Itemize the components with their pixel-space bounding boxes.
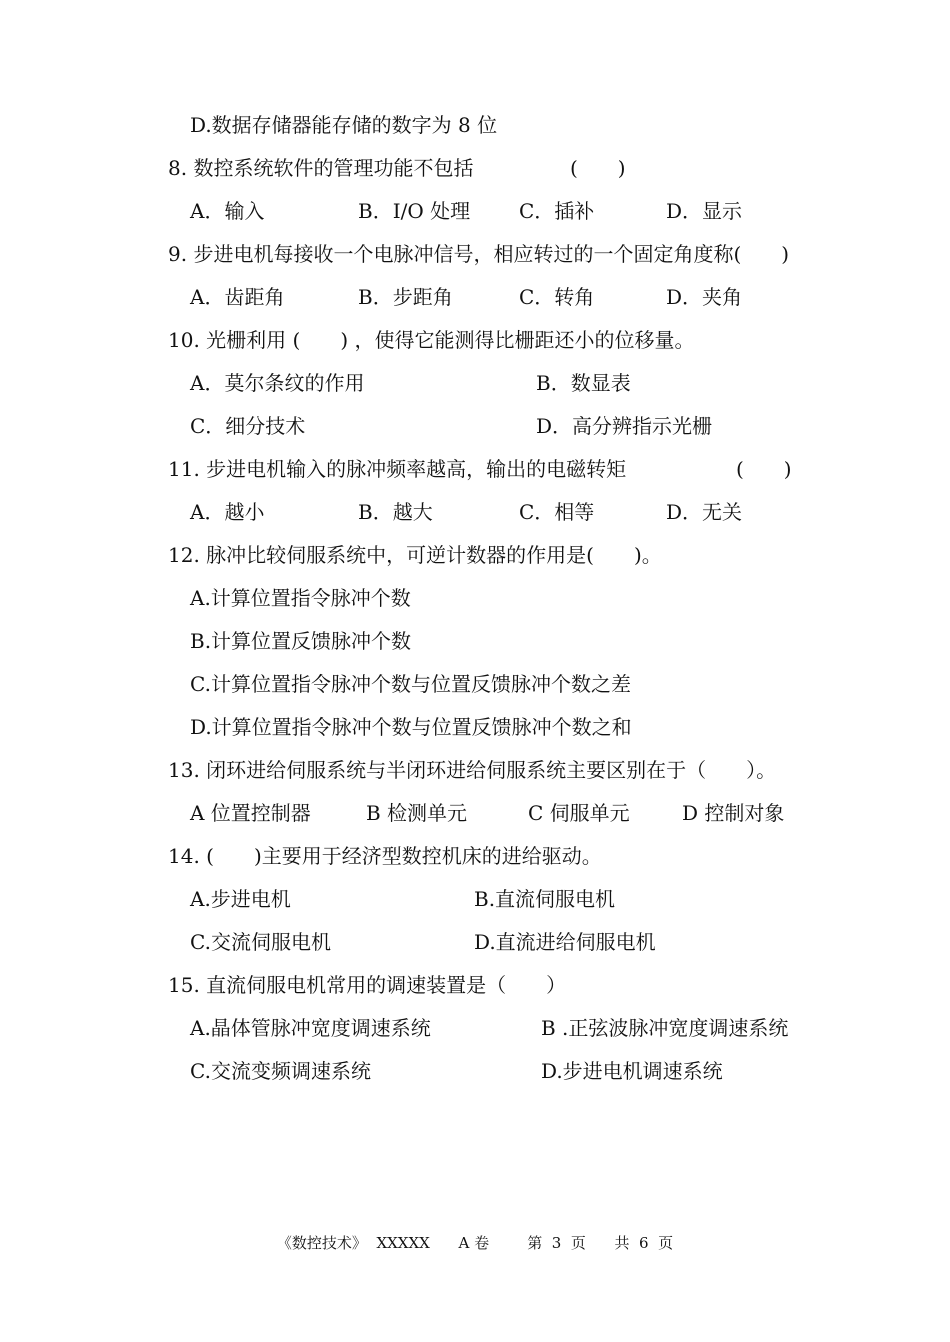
q8-option-c: C．插补	[519, 199, 595, 223]
q14-option-d: D.直流进给伺服电机	[474, 930, 656, 954]
footer-paper: A 卷	[458, 1234, 490, 1252]
q8-blank: ( )	[570, 156, 626, 180]
footer-total-pages: 共 6 页	[614, 1234, 674, 1252]
q8-option-d: D．显示	[666, 199, 743, 223]
q15-option-c: C.交流变频调速系统	[190, 1059, 371, 1083]
q11-option-c: C．相等	[519, 500, 595, 524]
q9-stem: 9. 步进电机每接收一个电脉冲信号，相应转过的一个固定角度称( )	[168, 242, 790, 266]
footer-page-number: 第 3 页	[527, 1234, 586, 1252]
q13-stem: 13. 闭环进给伺服系统与半闭环进给伺服系统主要区别在于（ ）。	[168, 758, 777, 782]
page-footer	[0, 1232, 950, 1253]
q9-option-d: D．夹角	[666, 285, 743, 309]
q14-option-c: C.交流伺服电机	[190, 930, 331, 954]
q10-option-d: D．高分辨指示光栅	[536, 414, 713, 438]
q12-option-d: D.计算位置指令脉冲个数与位置反馈脉冲个数之和	[190, 715, 632, 739]
q9-option-b: B．步距角	[358, 285, 453, 309]
q12-stem: 12. 脉冲比较伺服系统中，可逆计数器的作用是( )。	[168, 543, 662, 567]
q13-option-a: A 位置控制器	[190, 801, 311, 825]
q12-option-c: C.计算位置指令脉冲个数与位置反馈脉冲个数之差	[190, 672, 631, 696]
q11-blank: ( )	[736, 457, 792, 481]
q14-option-a: A.步进电机	[190, 887, 291, 911]
footer-course: 《数控技术》	[276, 1234, 367, 1252]
q11-option-a: A．越小	[190, 500, 265, 524]
q14-stem: 14. ( )主要用于经济型数控机床的进给驱动。	[168, 844, 602, 868]
q12-option-a: A.计算位置指令脉冲个数	[190, 586, 411, 610]
q15-option-a: A.晶体管脉冲宽度调速系统	[190, 1016, 431, 1040]
q15-option-b: B .正弦波脉冲宽度调速系统	[541, 1016, 789, 1040]
q8-stem: 8. 数控系统软件的管理功能不包括	[168, 156, 474, 180]
q11-stem: 11. 步进电机输入的脉冲频率越高，输出的电磁转矩	[168, 457, 627, 481]
q7-option-d: D.数据存储器能存储的数字为 8 位	[190, 113, 498, 137]
q11-option-b: B．越大	[358, 500, 433, 524]
q10-option-a: A．莫尔条纹的作用	[190, 371, 365, 395]
q13-option-b: B 检测单元	[366, 801, 468, 825]
q11-option-d: D．无关	[666, 500, 743, 524]
q13-option-c: C 伺服单元	[528, 801, 630, 825]
q13-option-d: D 控制对象	[682, 801, 785, 825]
q10-stem: 10. 光栅利用 ( ) ，使得它能测得比栅距还小的位移量。	[168, 328, 695, 352]
q10-option-b: B．数显表	[536, 371, 631, 395]
q12-option-b: B.计算位置反馈脉冲个数	[190, 629, 412, 653]
q8-option-a: A．输入	[190, 199, 265, 223]
q15-stem: 15. 直流伺服电机常用的调速装置是（ ）	[168, 973, 567, 997]
footer-code: XXXXX	[376, 1234, 430, 1252]
q14-option-b: B.直流伺服电机	[474, 887, 616, 911]
q9-option-a: A．齿距角	[190, 285, 285, 309]
q10-option-c: C．细分技术	[190, 414, 306, 438]
q8-option-b: B．I/O 处理	[358, 199, 471, 223]
q9-option-c: C．转角	[519, 285, 595, 309]
q15-option-d: D.步进电机调速系统	[541, 1059, 723, 1083]
